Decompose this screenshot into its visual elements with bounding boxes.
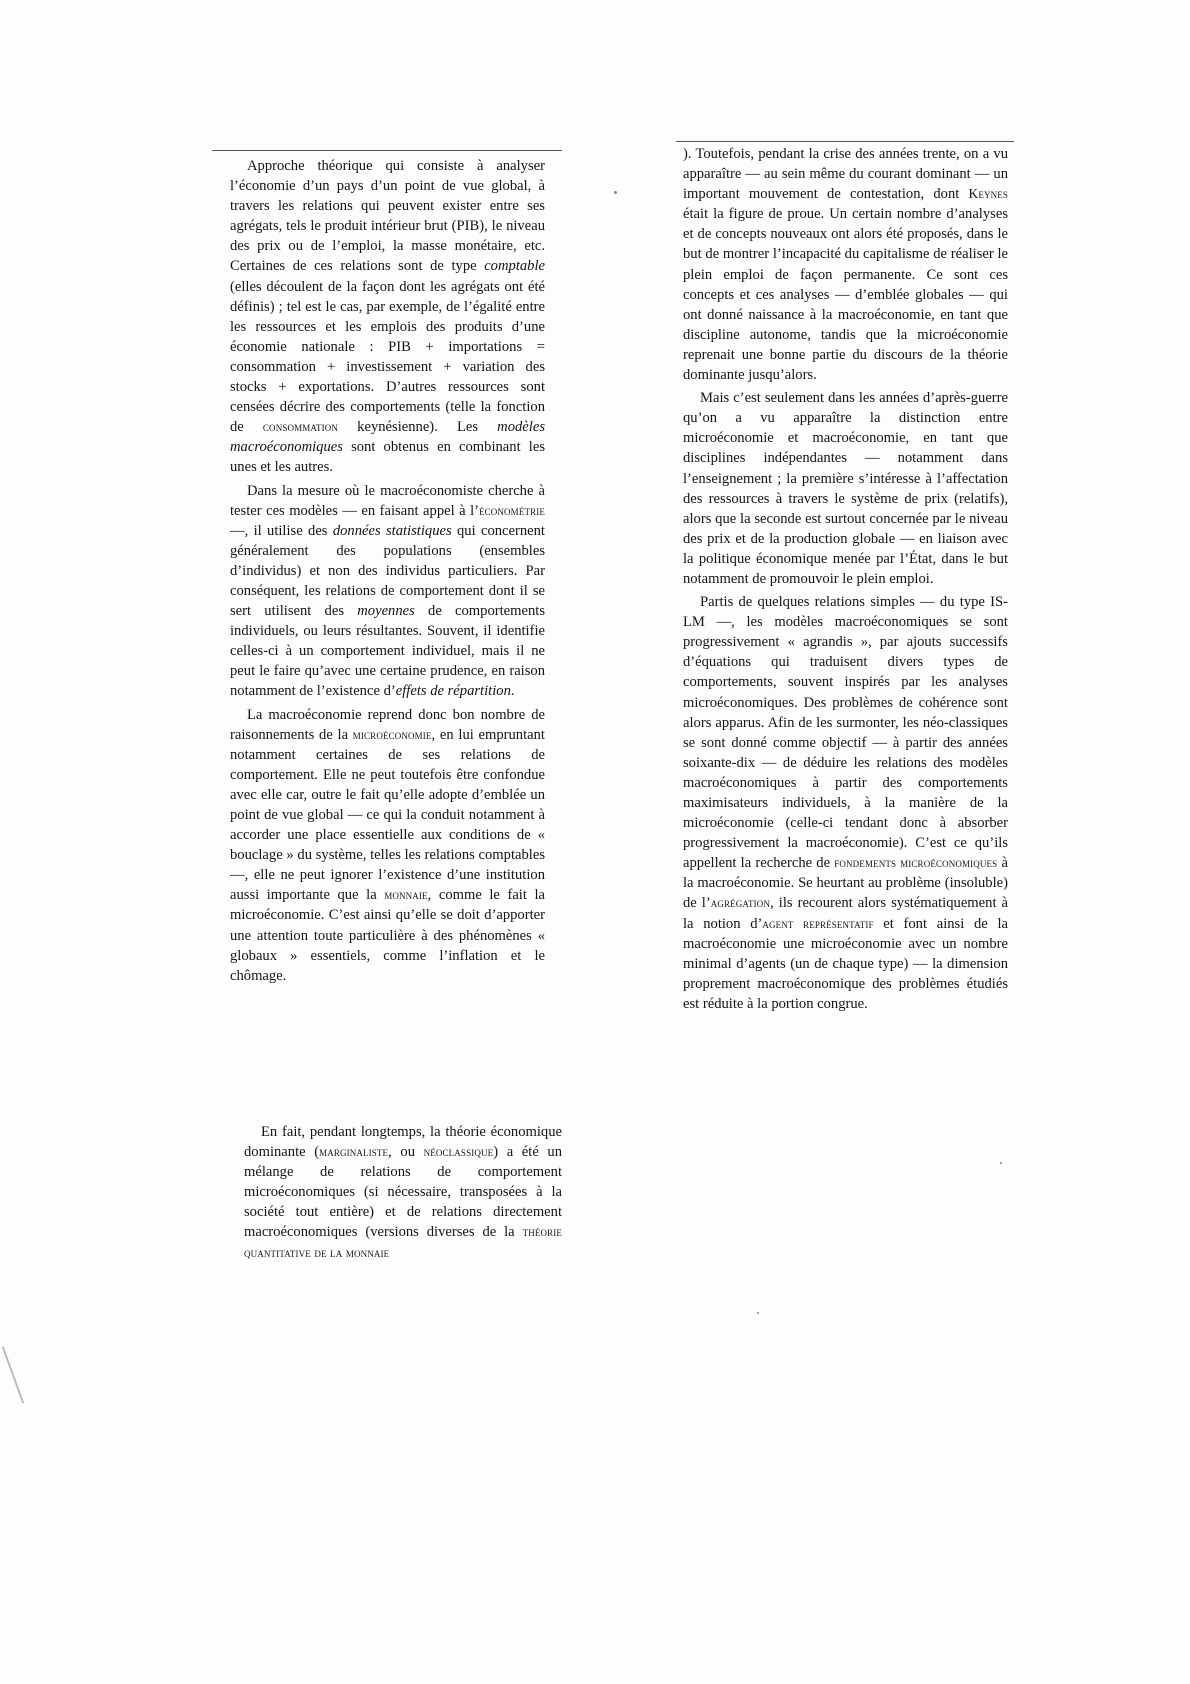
right-column-text [683, 144, 1008, 1014]
paragraph-5: Mais c’est seulement dans les années d’après-guerre qu’on a vu apparaître la distinction entre microéconomie et macroéconomie, en tant que disciplines indépendantes — notamment dans l’enseignement ; la première s’intéresse à l’affectation des ressources à travers le système de prix (relatifs), alors que la seconde est surtout concernée par le niveau des prix et de la production globale — en liaison avec la politique économique menée par l’État, dans le but notamment de promouvoir le plein emploi. [683, 390, 1008, 587]
scan-speck [614, 191, 617, 194]
paragraph-4-end: ). Toutefois, pendant la crise des années trente, on a vu apparaître — au sein même du courant dominant — un important mouvement de contestation, dont Keynes était la figure de proue. Un certain nombre d’analyses et de concepts nouveaux ont alors été proposés, dans le but de montrer l’incapacité du capitalisme de réaliser le plein emploi de façon permanente. Ce sont ces concepts et ces analyses — d’emblée globales — qui ont donné naissance à la macroéconomie, en tant que discipline autonome, tandis que la microéconomie reprenait une bonne partie du discours de la théorie dominante jusqu’alors. [683, 146, 1008, 384]
paragraph-4-start: En fait, pendant longtemps, la théorie économique dominante (marginaliste, ou néoclassique) a été un mélange de relations de comportement microéconomiques (si nécessaire, transposées à la société tout entière) et de relations directement macroéconomiques (versions diverses de la théorie quantitative de la monnaie [244, 1124, 562, 1260]
scan-speck [757, 1312, 759, 1314]
paragraph-2: Dans la mesure où le macroéconomiste cherche à tester ces modèles — en faisant appel à l’économétrie —, il utilise des données statistiques qui concernent généralement des populations (ensembles d’individus) et non des individus particuliers. Par conséquent, les relations de comportement dont il se sert utilisent des moyennes de comportements individuels, ou leurs résultantes. Souvent, il identifie celles-ci à un comportement individuel, mais il ne peut le faire qu’avec une certaine prudence, en raison notamment de l’existence d’effets de répartition. [230, 482, 546, 700]
paragraph-6: Partis de quelques relations simples — du type IS-LM —, les modèles macroéconomiques se sont progressivement « agrandis », par ajouts successifs d’équations qui traduisent divers types de comportements, souvent inspirés par les analyses microéconomiques. Des problèmes de cohérence sont alors apparus. Afin de les surmonter, les néo-classiques se sont donné comme objectif — à partir des années soixante-dix — de déduire les relations des modèles macroéconomiques à partir des comportements maximisateurs individuels, à la manière de la microéconomie (celle-ci tendant donc à absorber progressivement la macroéconomie). C’est ce qu’ils appellent la recherche de fondements microéconomiques à la macroéconomie. Se heurtant au problème (insoluble) de l’agrégation, ils recourent alors systématiquement à la notion d’agent représentatif et font ainsi de la macroéconomie une microéconomie avec un nombre minimal d’agents (un de chaque type) — la dimension proprement macroéconomique des problèmes étudiés est réduite à la portion congrue. [683, 594, 1009, 1012]
scan-margin-mark [2, 1346, 24, 1403]
left-column [230, 156, 545, 986]
paragraph-1: Approche théorique qui consiste à analyser l’économie d’un pays d’un point de vue global, à travers les relations qui peuvent exister entre ses agrégats, tels le produit intérieur brut (PIB), le niveau des prix ou de l’emploi, la masse monétaire, etc. Certaines de ces relations sont de type comptable (elles découlent de la façon dont les agrégats ont été définis) ; tel est le cas, par exemple, de l’égalité entre les ressources et les emplois des produits d’une économie nationale : PIB + importations = consommation + investissement + variation des stocks + exportations. D’autres ressources sont censées décrire des comportements (telle la fonction de consommation keynésienne). Les modèles macroéconomiques sont obtenus en combinant les unes et les autres. [230, 158, 545, 476]
column1-top-rule [212, 150, 562, 151]
paragraph-3: La macroéconomie reprend donc bon nombre de raisonnements de la microéconomie, en lui empruntant notamment certaines de ses relations de comportement. Elle ne peut toutefois être confondue avec elle car, outre le fait qu’elle adopte d’emblée un point de vue global — ce qui la conduit notamment à accorder une place essentielle aux conditions de « bouclage » du système, telles les relations comptables —, elle ne peut ignorer l’existence d’une institution aussi importante que la monnaie, comme le fait la microéconomie. C’est ainsi qu’elle se doit d’apporter une attention toute particulière à des phénomènes « globaux » essentiels, comme l’inflation et le chômage. [230, 706, 545, 984]
column2-top-rule [676, 141, 1014, 142]
scan-speck [1000, 1162, 1002, 1164]
left-column-lower [244, 1122, 562, 1263]
